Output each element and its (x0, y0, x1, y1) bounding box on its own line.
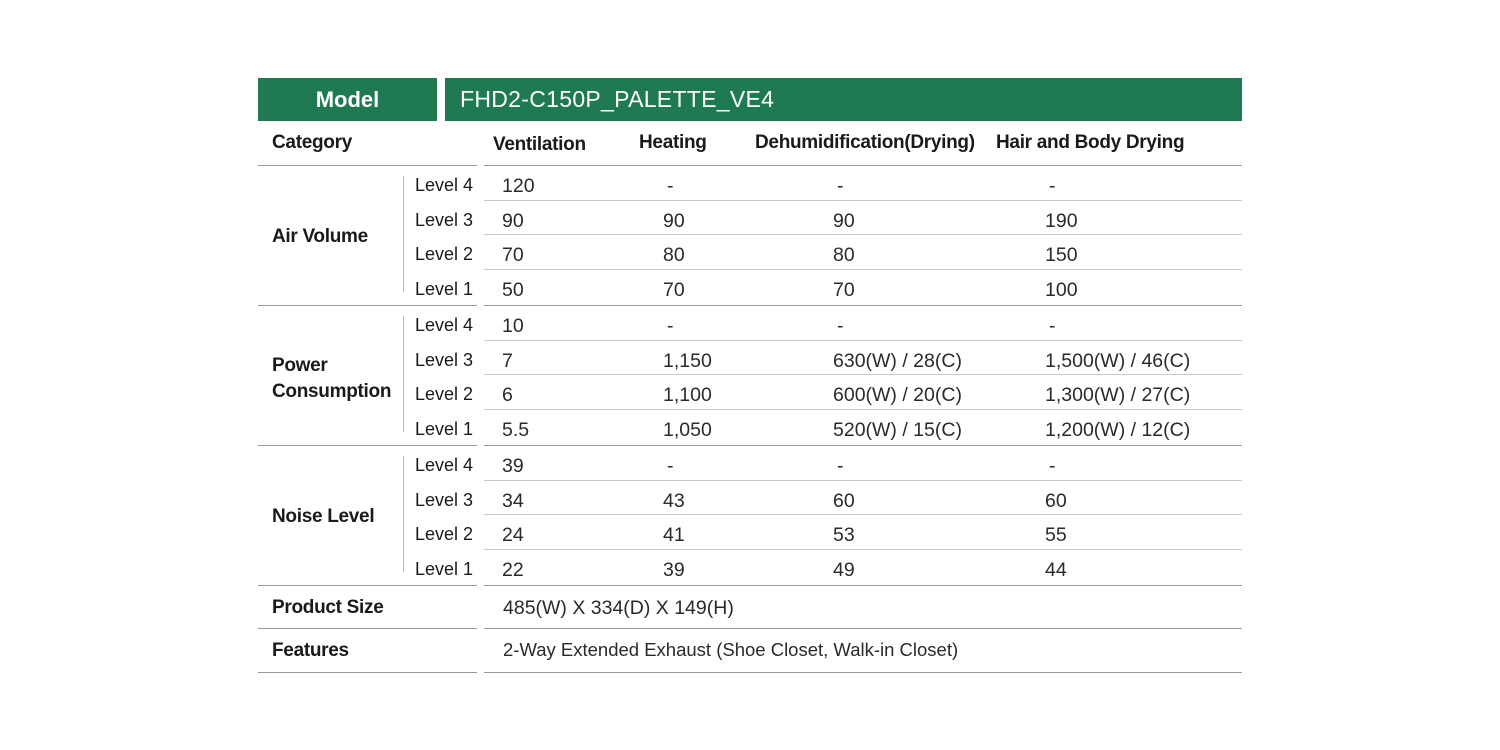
group-label-1: Power (272, 355, 328, 376)
model-value: FHD2-C150P_PALETTE_VE4 (445, 78, 1242, 121)
level-label: Level 3 (415, 209, 474, 230)
table-cell: - (667, 175, 674, 197)
table-cell: 53 (833, 524, 855, 546)
model-header (258, 78, 1242, 121)
product-size-value: 485(W) X 334(D) X 149(H) (503, 597, 734, 619)
table-cell: 41 (663, 524, 685, 546)
divider (484, 628, 1242, 629)
table-cell: 5.5 (502, 418, 530, 441)
level-label: Level 3 (415, 349, 474, 370)
table-cell: 80 (833, 244, 855, 266)
group-separator (403, 176, 404, 292)
table-cell: 150 (1045, 244, 1078, 266)
table-cell: 34 (502, 489, 524, 512)
product-size-label: Product Size (272, 597, 384, 618)
table-cell: 1,150 (663, 349, 712, 372)
table-cell: - (1049, 455, 1056, 477)
table-cell: 49 (833, 558, 855, 581)
table-cell: 22 (502, 558, 524, 581)
table-cell: 630(W) / 28(C) (833, 349, 962, 372)
group-separator (403, 456, 404, 572)
table-cell: 90 (833, 209, 855, 232)
row-divider (484, 269, 1242, 270)
divider (258, 585, 477, 586)
row-divider (484, 234, 1242, 235)
table-cell: 1,500(W) / 46(C) (1045, 349, 1191, 372)
table-cell: 80 (663, 244, 685, 266)
table-cell: - (1049, 175, 1056, 197)
table-cell: 190 (1045, 209, 1078, 232)
table-cell: 1,300(W) / 27(C) (1045, 384, 1191, 406)
row-divider (484, 480, 1242, 481)
divider (484, 305, 1242, 306)
features-label: Features (272, 640, 349, 661)
divider (258, 628, 477, 629)
table-cell: 70 (663, 278, 685, 301)
divider (484, 445, 1242, 446)
level-label: Level 4 (415, 175, 474, 195)
table-cell: 44 (1045, 558, 1067, 581)
table-cell: 55 (1045, 524, 1067, 546)
group-separator (403, 316, 404, 432)
table-cell: - (837, 455, 844, 477)
level-label: Level 3 (415, 489, 474, 510)
table-cell: 600(W) / 20(C) (833, 384, 962, 406)
level-label: Level 2 (415, 384, 474, 404)
table-cell: 39 (663, 558, 685, 581)
table-cell: - (1049, 315, 1056, 337)
table-cell: 10 (502, 315, 524, 337)
row-divider (484, 549, 1242, 550)
column-heating: Heating (639, 132, 707, 153)
divider (484, 585, 1242, 586)
table-cell: - (667, 455, 674, 477)
column-hair-body-drying: Hair and Body Drying (996, 132, 1185, 153)
table-cell: 90 (502, 209, 524, 232)
table-cell: 60 (833, 489, 855, 512)
level-label: Level 2 (415, 524, 474, 544)
divider (484, 672, 1242, 673)
row-divider (484, 340, 1242, 341)
category-label: Category (272, 132, 352, 153)
table-cell: - (837, 315, 844, 337)
table-cell: 520(W) / 15(C) (833, 418, 962, 441)
row-divider (484, 409, 1242, 410)
level-label: Level 1 (415, 278, 474, 299)
table-cell: 70 (502, 244, 524, 266)
column-ventilation: Ventilation (493, 134, 586, 155)
divider (484, 165, 1242, 166)
table-cell: 100 (1045, 278, 1078, 301)
divider (258, 672, 477, 673)
divider (258, 305, 477, 306)
level-label: Level 4 (415, 315, 474, 335)
table-cell: - (837, 175, 844, 197)
table-cell: 70 (833, 278, 855, 301)
table-cell: - (667, 315, 674, 337)
row-divider (484, 514, 1242, 515)
row-divider (484, 200, 1242, 201)
level-label: Level 4 (415, 455, 474, 475)
group-label-2: Noise Level (272, 506, 375, 527)
table-cell: 1,100 (663, 384, 712, 406)
level-label: Level 1 (415, 418, 474, 439)
group-label-0: Air Volume (272, 226, 368, 247)
table-cell: 39 (502, 455, 524, 477)
column-dehumidification: Dehumidification(Drying) (755, 132, 975, 153)
table-cell: 6 (502, 384, 513, 406)
row-divider (484, 374, 1242, 375)
table-cell: 1,050 (663, 418, 712, 441)
divider (258, 445, 477, 446)
table-cell: 60 (1045, 489, 1067, 512)
divider (258, 165, 477, 166)
features-value: 2-Way Extended Exhaust (Shoe Closet, Walk-in Closet) (503, 639, 959, 660)
table-cell: 7 (502, 349, 513, 372)
table-cell: 90 (663, 209, 685, 232)
table-cell: 43 (663, 489, 685, 512)
level-label: Level 2 (415, 244, 474, 264)
table-cell: 24 (502, 524, 524, 546)
table-cell: 50 (502, 278, 524, 301)
model-label: Model (258, 78, 437, 121)
table-cell: 1,200(W) / 12(C) (1045, 418, 1191, 441)
group-label-1-line2: Consumption (272, 381, 392, 402)
level-label: Level 1 (415, 558, 474, 579)
table-cell: 120 (502, 175, 535, 197)
